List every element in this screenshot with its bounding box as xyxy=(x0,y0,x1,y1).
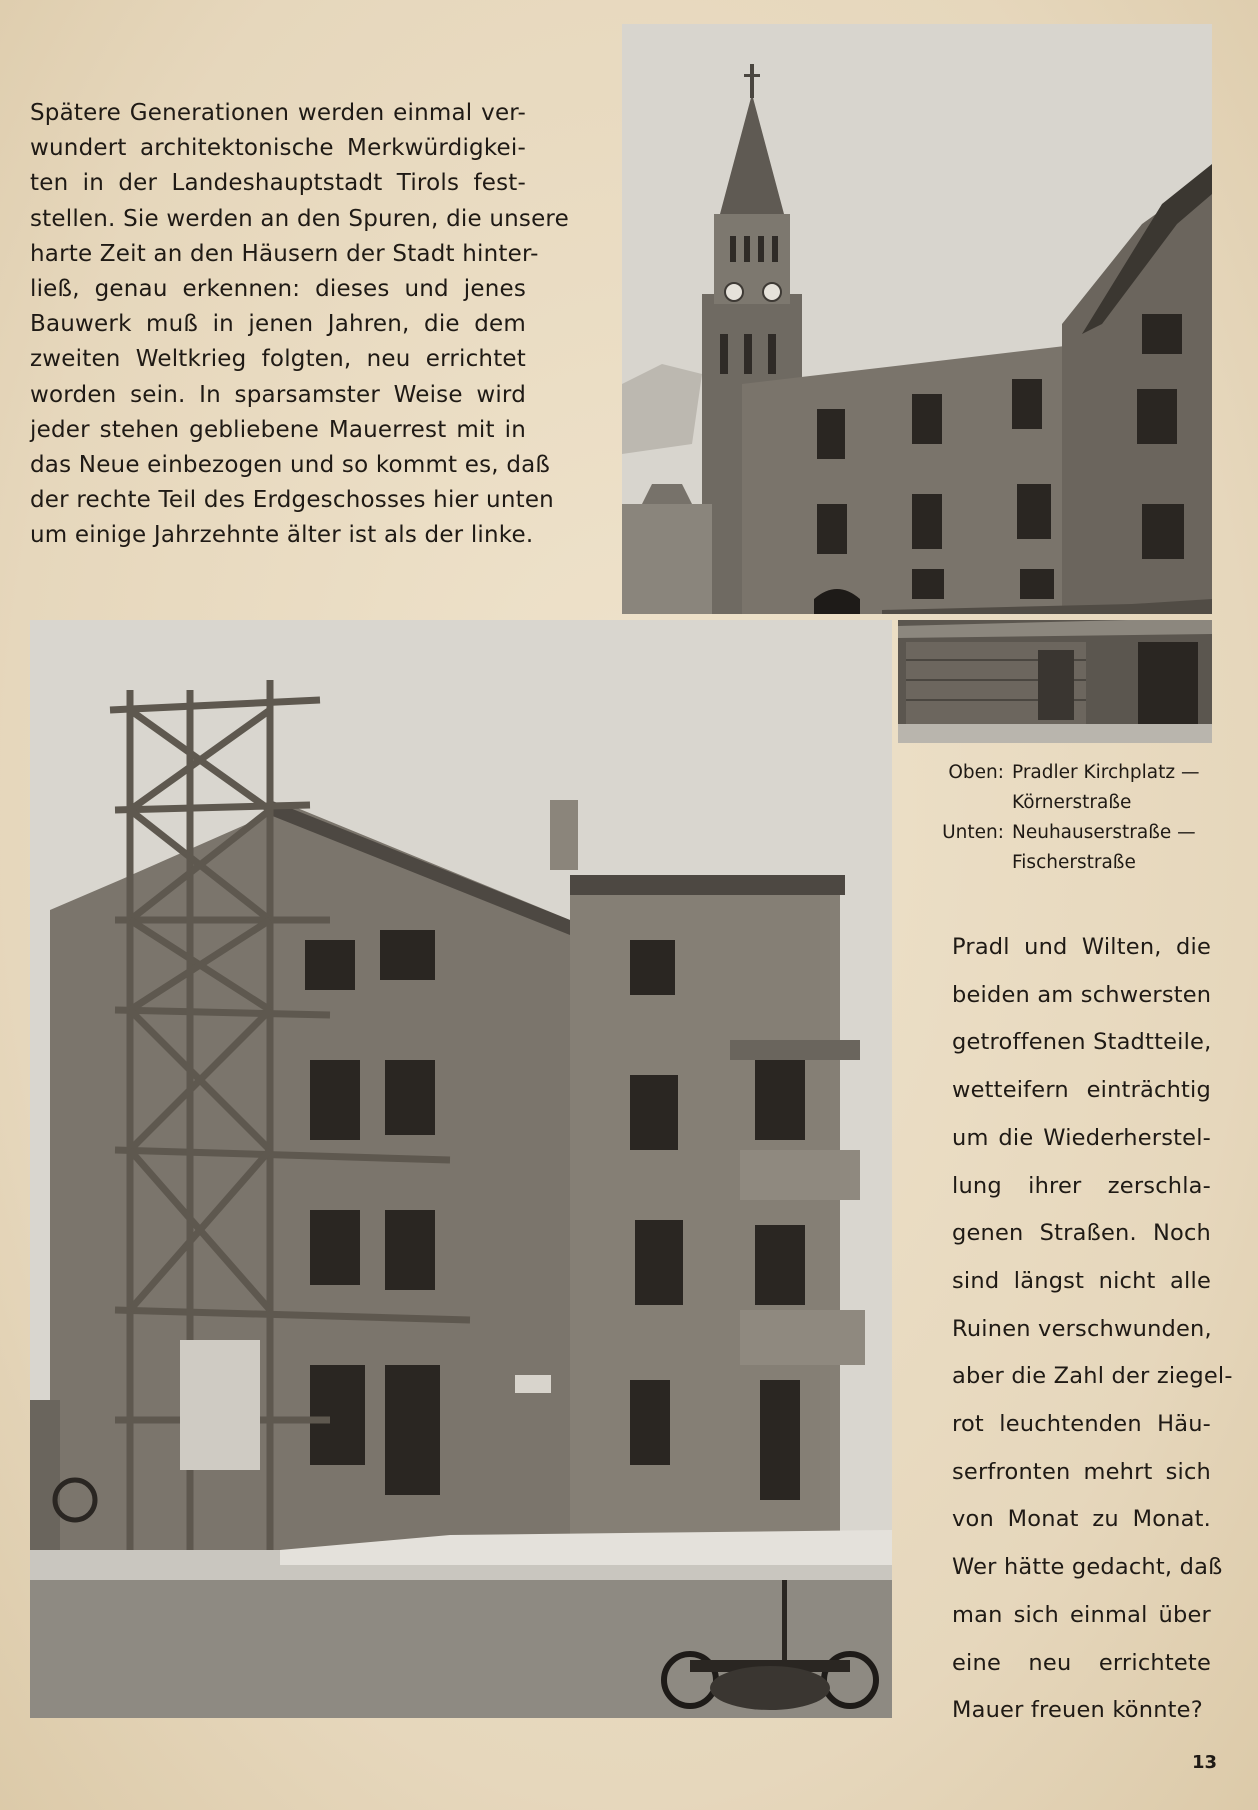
text-line: Ruinen verschwunden, xyxy=(952,1315,1212,1342)
text-line: lung ihrer zerschla- xyxy=(952,1172,1211,1199)
text-line: Spätere Generationen werden einmal ver- xyxy=(30,100,526,126)
caption-row-bottom-cont xyxy=(928,848,1228,878)
photo-caption xyxy=(928,758,1228,878)
photo-church-ruin-shed xyxy=(898,620,1212,743)
caption-value-bottom-2: Fischerstraße xyxy=(1012,852,1136,873)
caption-row-top xyxy=(928,758,1228,788)
text-line: um einige Jahrzehnte älter ist als der linke. xyxy=(30,522,534,549)
caption-value-bottom: Neuhauserstraße — xyxy=(1012,822,1196,843)
text-line: rot leuchtenden Häu- xyxy=(952,1411,1211,1438)
text-line: Bauwerk muß in jenen Jahren, die dem xyxy=(30,311,526,338)
caption-row-bottom xyxy=(928,818,1228,848)
text-line: genen Straßen. Noch xyxy=(952,1220,1211,1247)
caption-value-top: Pradler Kirchplatz — xyxy=(1012,762,1200,783)
text-line: wetteifern einträchtig xyxy=(952,1077,1211,1104)
text-line: man sich einmal über xyxy=(952,1601,1211,1628)
text-line: beiden am schwersten xyxy=(952,981,1212,1008)
text-line: worden sein. In sparsamster Weise wird xyxy=(30,381,526,408)
photo-church-ruin xyxy=(622,24,1212,614)
page-number: 13 xyxy=(1192,1752,1218,1773)
text-line: Wer hätte gedacht, daß xyxy=(952,1554,1223,1581)
text-line: serfronten mehrt sich xyxy=(952,1458,1211,1485)
text-line: Pradl und Wilten, die xyxy=(952,934,1211,960)
text-line: von Monat zu Monat. xyxy=(952,1506,1211,1533)
top-paragraph xyxy=(30,96,569,554)
text-line: ließ, genau erkennen: dieses und jenes xyxy=(30,276,526,303)
text-line: aber die Zahl der ziegel- xyxy=(952,1363,1233,1390)
text-line: eine neu errichtete xyxy=(952,1649,1211,1676)
caption-value-top-2: Körnerstraße xyxy=(1012,792,1132,813)
text-line: jeder stehen gebliebene Mauerrest mit in xyxy=(30,416,526,443)
text-line: das Neue einbezogen und so kommt es, daß xyxy=(30,452,551,479)
right-paragraph xyxy=(952,924,1233,1735)
text-line: der rechte Teil des Erdgeschosses hier unten xyxy=(30,487,554,514)
text-line: ten in der Landeshauptstadt Tirols fest- xyxy=(30,170,526,197)
text-line: harte Zeit an den Häusern der Stadt hinter- xyxy=(30,240,539,267)
caption-label-top: Oben: xyxy=(948,762,1004,783)
caption-row-top-cont xyxy=(928,788,1228,818)
text-line: sind längst nicht alle xyxy=(952,1267,1211,1294)
photo-house-scaffolding xyxy=(30,620,892,1718)
text-line: stellen. Sie werden an den Spuren, die unsere xyxy=(30,205,569,232)
text-line: zweiten Weltkrieg folgten, neu errichtet xyxy=(30,346,526,373)
text-line: um die Wiederherstel- xyxy=(952,1124,1211,1151)
text-line: wundert architektonische Merkwürdigkei- xyxy=(30,135,526,162)
text-line: Mauer freuen könnte? xyxy=(952,1697,1203,1724)
caption-label-bottom: Unten: xyxy=(942,822,1004,843)
text-line: getroffenen Stadtteile, xyxy=(952,1029,1212,1056)
